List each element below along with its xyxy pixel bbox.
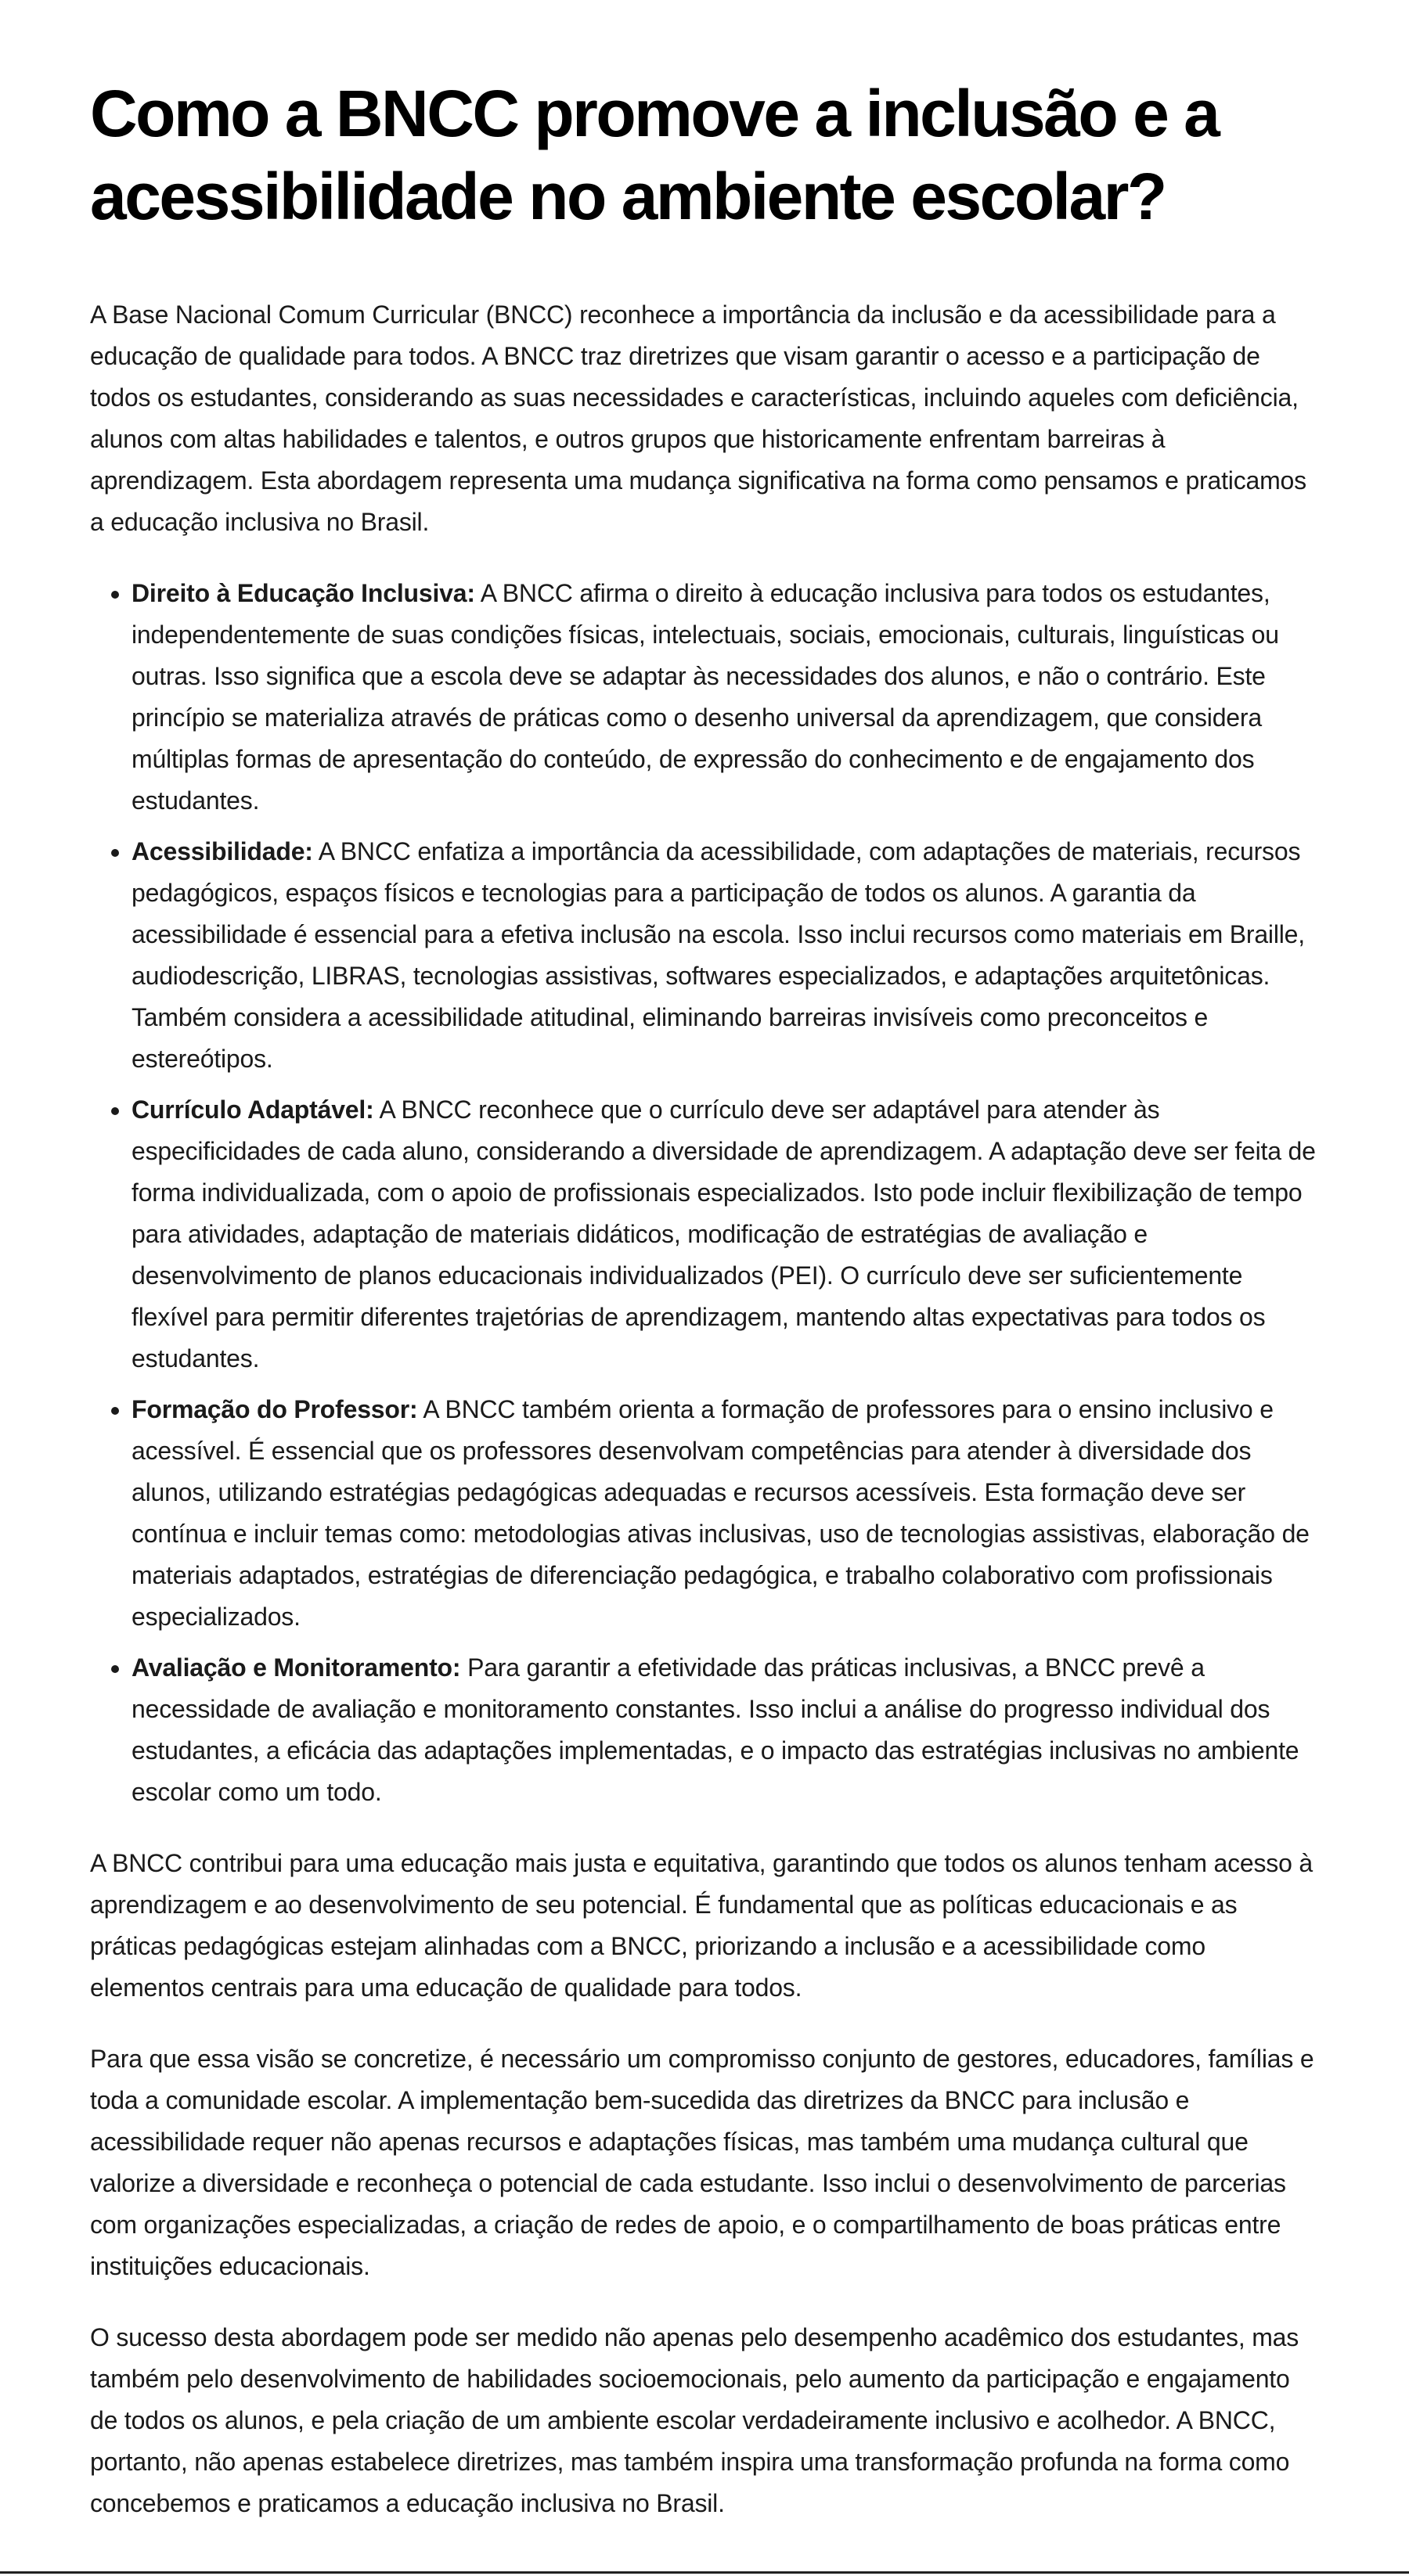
intro-paragraph: A Base Nacional Comum Curricular (BNCC) reconhece a importância da inclusão e da acessibilidade para a educação de qualidade para todos. A BNCC traz diretrizes que visam garantir o acesso e a participação de todos os estudantes, considerando as suas necessidades e características, incluindo aqueles com deficiência, alunos com altas habilidades e talentos, e outros grupos que historicamente enfrentam barreiras à aprendizagem. Esta abordagem representa uma mudança significativa na forma como pensamos e praticamos a educação inclusiva no Brasil. [90,300,1306,536]
list-item [132,573,1323,822]
body-paragraph: A BNCC contribui para uma educação mais justa e equitativa, garantindo que todos os alunos tenham acesso à aprendizagem e ao desenvolvimento de seu potencial. É fundamental que as políticas educacionais e as práticas pedagógicas estejam alinhadas com a BNCC, priorizando a inclusão e a acessibilidade como elementos centrais para uma educação de qualidade para todos. [90,1849,1313,2002]
list-item [132,1089,1323,1380]
page-title: Como a BNCC promove a inclusão e a acessibilidade no ambiente escolar? [90,77,1219,233]
list-item-term: Avaliação e Monitoramento: [132,1653,461,1682]
list-item-text: Para garantir a efetividade das práticas inclusivas, a BNCC prevê a necessidade de avaliação e monitoramento constantes. Isso inclui a análise do progresso individual dos estudantes, a eficácia das adaptações implementadas, e o impacto das estratégias inclusivas no ambiente escolar como um todo. [132,1653,1299,1806]
list-item-text: A BNCC enfatiza a importância da acessibilidade, com adaptações de materiais, recursos pedagógicos, espaços físicos e tecnologias para a participação de todos os alunos. A garantia da acessibilidade é essencial para a efetiva inclusão na escola. Isso inclui recursos como materiais em Braille, audiodescrição, LIBRAS, tecnologias assistivas, softwares especializados, e adaptações arquitetônicas. Também considera a acessibilidade atitudinal, eliminando barreiras invisíveis como preconceitos e estereótipos. [132,837,1305,1073]
list-item [132,1389,1323,1638]
list-item-term: Acessibilidade: [132,837,313,865]
bottom-divider [0,2571,1409,2574]
article [90,72,1323,2554]
body-paragraph: Para que essa visão se concretize, é necessário um compromisso conjunto de gestores, educadores, famílias e toda a comunidade escolar. A implementação bem-sucedida das diretrizes da BNCC para inclusão e acessibilidade requer não apenas recursos e adaptações físicas, mas também uma mudança cultural que valorize a diversidade e reconheça o potencial de cada estudante. Isso inclui o desenvolvimento de parcerias com organizações especializadas, a criação de redes de apoio, e o compartilhamento de boas práticas entre instituições educacionais. [90,2045,1314,2280]
list-item [132,1647,1323,1813]
list-item [132,831,1323,1080]
body-paragraph: O sucesso desta abordagem pode ser medido não apenas pelo desempenho acadêmico dos estudantes, mas também pelo desenvolvimento de habilidades socioemocionais, pelo aumento da participação e engajamento de todos os alunos, e pela criação de um ambiente escolar verdadeiramente inclusivo e acolhedor. A BNCC, portanto, não apenas estabelece diretrizes, mas também inspira uma transformação profunda na forma como concebemos e praticamos a educação inclusiva no Brasil. [90,2323,1299,2517]
list-item-term: Formação do Professor: [132,1395,418,1423]
list-item-term: Direito à Educação Inclusiva: [132,579,475,607]
list-item-text: A BNCC afirma o direito à educação inclusiva para todos os estudantes, independentemente de suas condições físicas, intelectuais, sociais, emocionais, culturais, linguísticas ou outras. Isso significa que a escola deve se adaptar às necessidades dos alunos, e não o contrário. Este princípio se materializa através de práticas como o desenho universal da aprendizagem, que considera múltiplas formas de apresentação do conteúdo, de expressão do conhecimento e de engajamento dos estudantes. [132,579,1279,815]
key-points-list [90,573,1323,1813]
list-item-term: Currículo Adaptável: [132,1096,374,1124]
list-item-text: A BNCC reconhece que o currículo deve ser adaptável para atender às especificidades de cada aluno, considerando a diversidade de aprendizagem. A adaptação deve ser feita de forma individualizada, com o apoio de profissionais especializados. Isto pode incluir flexibilização de tempo para atividades, adaptação de materiais didáticos, modificação de estratégias de avaliação e desenvolvimento de planos educacionais individualizados (PEI). O currículo deve ser suficientemente flexível para permitir diferentes trajetórias de aprendizagem, mantendo altas expectativas para todos os estudantes. [132,1096,1316,1373]
list-item-text: A BNCC também orienta a formação de professores para o ensino inclusivo e acessível. É essencial que os professores desenvolvam competências para atender à diversidade dos alunos, utilizando estratégias pedagógicas adequadas e recursos acessíveis. Esta formação deve ser contínua e incluir temas como: metodologias ativas inclusivas, uso de tecnologias assistivas, elaboração de materiais adaptados, estratégias de diferenciação pedagógica, e trabalho colaborativo com profissionais especializados. [132,1395,1310,1631]
